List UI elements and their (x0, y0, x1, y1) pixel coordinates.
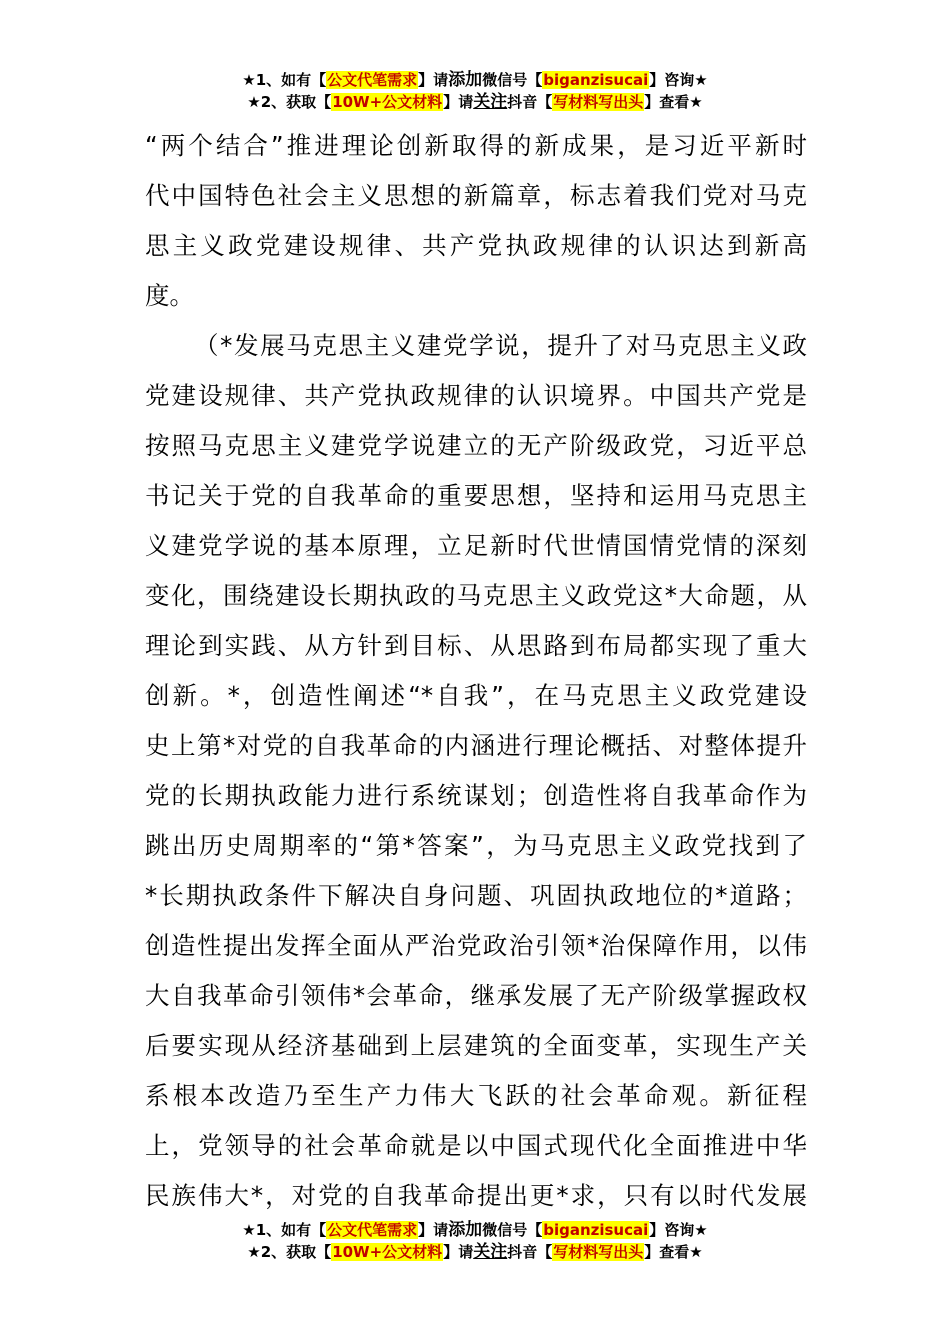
document-body (145, 121, 807, 1221)
header-line-2-emphasis: 关注 (473, 92, 508, 112)
footer-line-1-suffix: 】咨询★ (649, 1221, 708, 1239)
header-line-2-mid-2: 抖音【 (507, 93, 553, 111)
footer-line-2-emphasis: 关注 (473, 1242, 508, 1262)
footer-line-2-mid-1: 】请 (443, 1243, 474, 1261)
header-line-1-emphasis: 添加 (448, 70, 483, 90)
header-line-2-suffix: 】查看★ (644, 93, 703, 111)
footer-line-1-highlight-2: biganzisucai (543, 1221, 649, 1239)
header-line-2-highlight-1: 10W+公文材料 (332, 93, 443, 111)
footer-line-1-mid-1: 】请 (418, 1221, 449, 1239)
footer-line-2-prefix: ★2、获取【 (247, 1243, 332, 1261)
body-line: 代中国特色社会主义思想的新篇章，标志着我们党对马克 (145, 181, 807, 210)
body-line: 度。 (145, 281, 194, 310)
footer-line-2-highlight-1: 10W+公文材料 (332, 1243, 443, 1261)
body-line: 创新。*，创造性阐述“*自我”，在马克思主义政党建设 (145, 681, 807, 710)
header-line-1-highlight-1: 公文代笔需求 (327, 71, 418, 89)
body-line: 义建党学说的基本原理，立足新时代世情国情党情的深刻 (145, 531, 807, 560)
footer-line-2-mid-2: 抖音【 (507, 1243, 553, 1261)
header-line-1-highlight-2: biganzisucai (543, 71, 649, 89)
header-line-2-mid-1: 】请 (443, 93, 474, 111)
body-line: 按照马克思主义建党学说建立的无产阶级政党，习近平总 (145, 431, 807, 460)
body-line: 民族伟大*，对党的自我革命提出更*求，只有以时代发展 (145, 1181, 807, 1210)
header-line-2 (0, 91, 950, 113)
body-line: 书记关于党的自我革命的重要思想，坚持和运用马克思主 (145, 481, 807, 510)
footer-banner (0, 1219, 950, 1263)
body-line: 理论到实践、从方针到目标、从思路到布局都实现了重大 (145, 631, 807, 660)
body-line: 变化，围绕建设长期执政的马克思主义政党这*大命题，从 (145, 581, 807, 610)
body-line: 大自我革命引领伟*会革命，继承发展了无产阶级掌握政权 (145, 981, 807, 1010)
body-line: 创造性提出发挥全面从严治党政治引领*治保障作用，以伟 (145, 931, 807, 960)
header-line-1-mid-2: 微信号【 (482, 71, 543, 89)
body-line: 党的长期执政能力进行系统谋划；创造性将自我革命作为 (145, 781, 807, 810)
header-line-2-prefix: ★2、获取【 (247, 93, 332, 111)
footer-line-1-emphasis: 添加 (448, 1220, 483, 1240)
body-line: 史上第*对党的自我革命的内涵进行理论概括、对整体提升 (145, 731, 807, 760)
body-line: “两个结合”推进理论创新取得的新成果，是习近平新时 (145, 131, 807, 160)
header-line-1-mid-1: 】请 (418, 71, 449, 89)
footer-line-1-prefix: ★1、如有【 (242, 1221, 327, 1239)
body-line: 跳出历史周期率的“第*答案”，为马克思主义政党找到了 (145, 831, 807, 860)
footer-line-1-mid-2: 微信号【 (482, 1221, 543, 1239)
body-line: 后要实现从经济基础到上层建筑的全面变革，实现生产关 (145, 1031, 807, 1060)
header-line-1 (0, 69, 950, 91)
footer-line-2-highlight-2: 写材料写出头 (553, 1243, 644, 1261)
header-banner (0, 69, 950, 113)
body-line: *长期执政条件下解决自身问题、巩固执政地位的*道路； (145, 881, 807, 910)
body-line: 系根本改造乃至生产力伟大飞跃的社会革命观。新征程 (145, 1081, 807, 1110)
body-line: 思主义政党建设规律、共产党执政规律的认识达到新高 (145, 231, 807, 260)
body-line: 上，党领导的社会革命就是以中国式现代化全面推进中华 (145, 1131, 807, 1160)
body-line: 党建设规律、共产党执政规律的认识境界。中国共产党是 (145, 381, 807, 410)
footer-line-2-suffix: 】查看★ (644, 1243, 703, 1261)
footer-line-1 (0, 1219, 950, 1241)
header-line-1-suffix: 】咨询★ (649, 71, 708, 89)
body-line-indent: （*发展马克思主义建党学说，提升了对马克思主义政 (194, 331, 807, 360)
header-line-1-prefix: ★1、如有【 (242, 71, 327, 89)
footer-line-2 (0, 1241, 950, 1263)
header-line-2-highlight-2: 写材料写出头 (553, 93, 644, 111)
footer-line-1-highlight-1: 公文代笔需求 (327, 1221, 418, 1239)
